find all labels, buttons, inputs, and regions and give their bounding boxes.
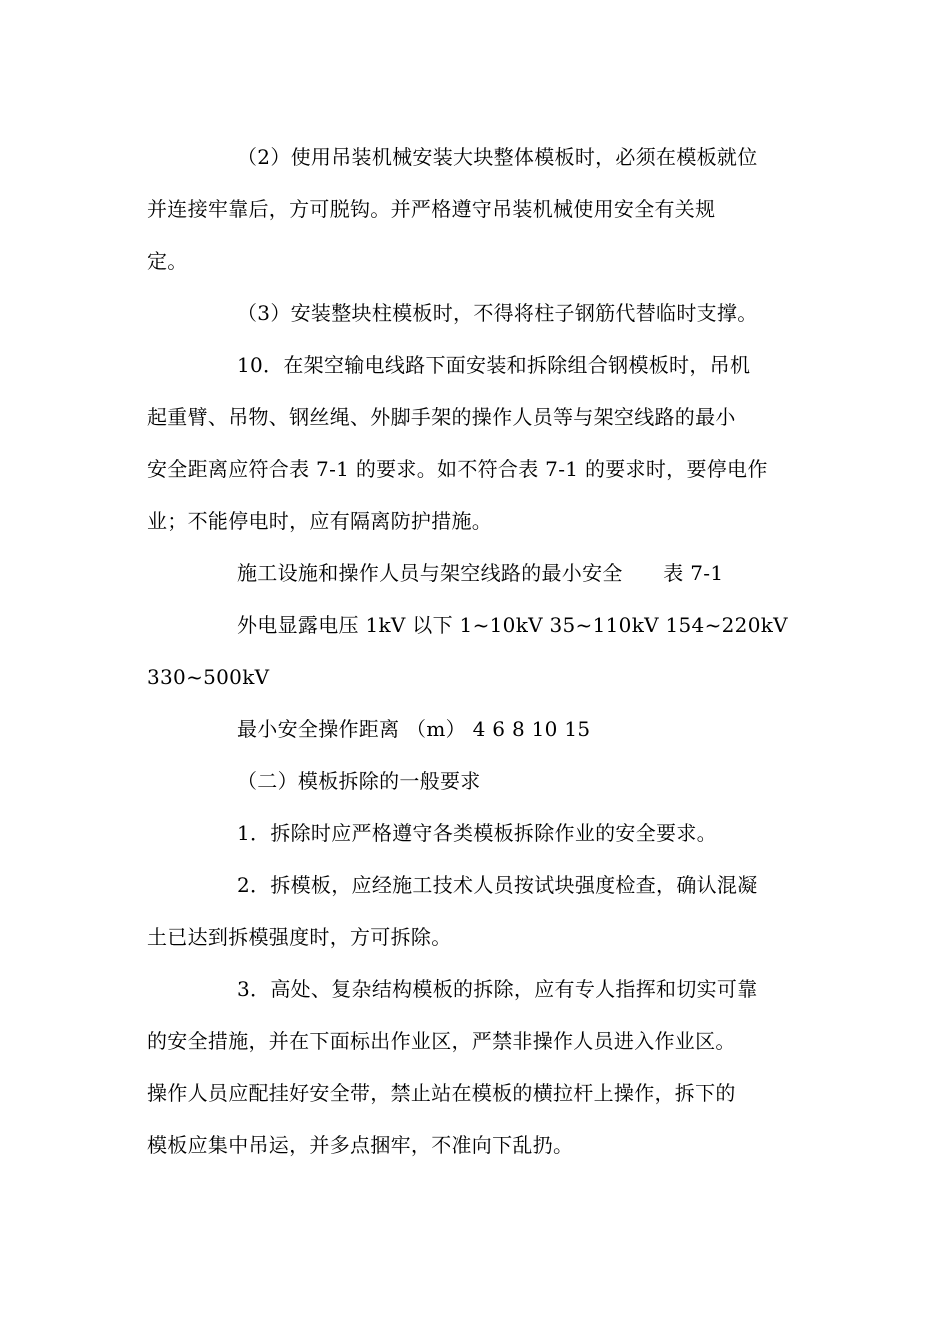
- table-caption: 施工设施和操作人员与架空线路的最小安全 表 7-1: [237, 561, 724, 585]
- paragraph-line: 1．拆除时应严格遵守各类模板拆除作业的安全要求。: [237, 821, 717, 845]
- paragraph-line: 定。: [147, 249, 188, 273]
- section-heading: （二）模板拆除的一般要求: [237, 769, 481, 793]
- table-row: 外电显露电压 1kV 以下 1~10kV 35~110kV 154~220kV: [237, 613, 788, 637]
- paragraph-line: 安全距离应符合表 7-1 的要求。如不符合表 7-1 的要求时，要停电作: [147, 457, 768, 481]
- paragraph-line: 2．拆模板，应经施工技术人员按试块强度检查，确认混凝: [237, 873, 758, 897]
- paragraph-line: （2）使用吊装机械安装大块整体模板时，必须在模板就位: [237, 145, 758, 169]
- table-row: 最小安全操作距离 （m） 4 6 8 10 15: [237, 717, 591, 741]
- paragraph-line: 操作人员应配挂好安全带，禁止站在模板的横拉杆上操作，拆下的: [147, 1081, 736, 1105]
- paragraph-line: 土已达到拆模强度时，方可拆除。: [147, 925, 452, 949]
- paragraph-line: （3）安装整块柱模板时，不得将柱子钢筋代替临时支撑。: [237, 301, 758, 325]
- paragraph-line: 10．在架空输电线路下面安装和拆除组合钢模板时，吊机: [237, 353, 751, 377]
- paragraph-line: 3．高处、复杂结构模板的拆除，应有专人指挥和切实可靠: [237, 977, 758, 1001]
- table-row: 330~500kV: [147, 665, 270, 689]
- paragraph-line: 并连接牢靠后，方可脱钩。并严格遵守吊装机械使用安全有关规: [147, 197, 716, 221]
- paragraph-line: 的安全措施，并在下面标出作业区，严禁非操作人员进入作业区。: [147, 1029, 736, 1053]
- paragraph-line: 模板应集中吊运，并多点捆牢，不准向下乱扔。: [147, 1133, 574, 1157]
- paragraph-line: 业；不能停电时，应有隔离防护措施。: [147, 509, 493, 533]
- paragraph-line: 起重臂、吊物、钢丝绳、外脚手架的操作人员等与架空线路的最小: [147, 405, 736, 429]
